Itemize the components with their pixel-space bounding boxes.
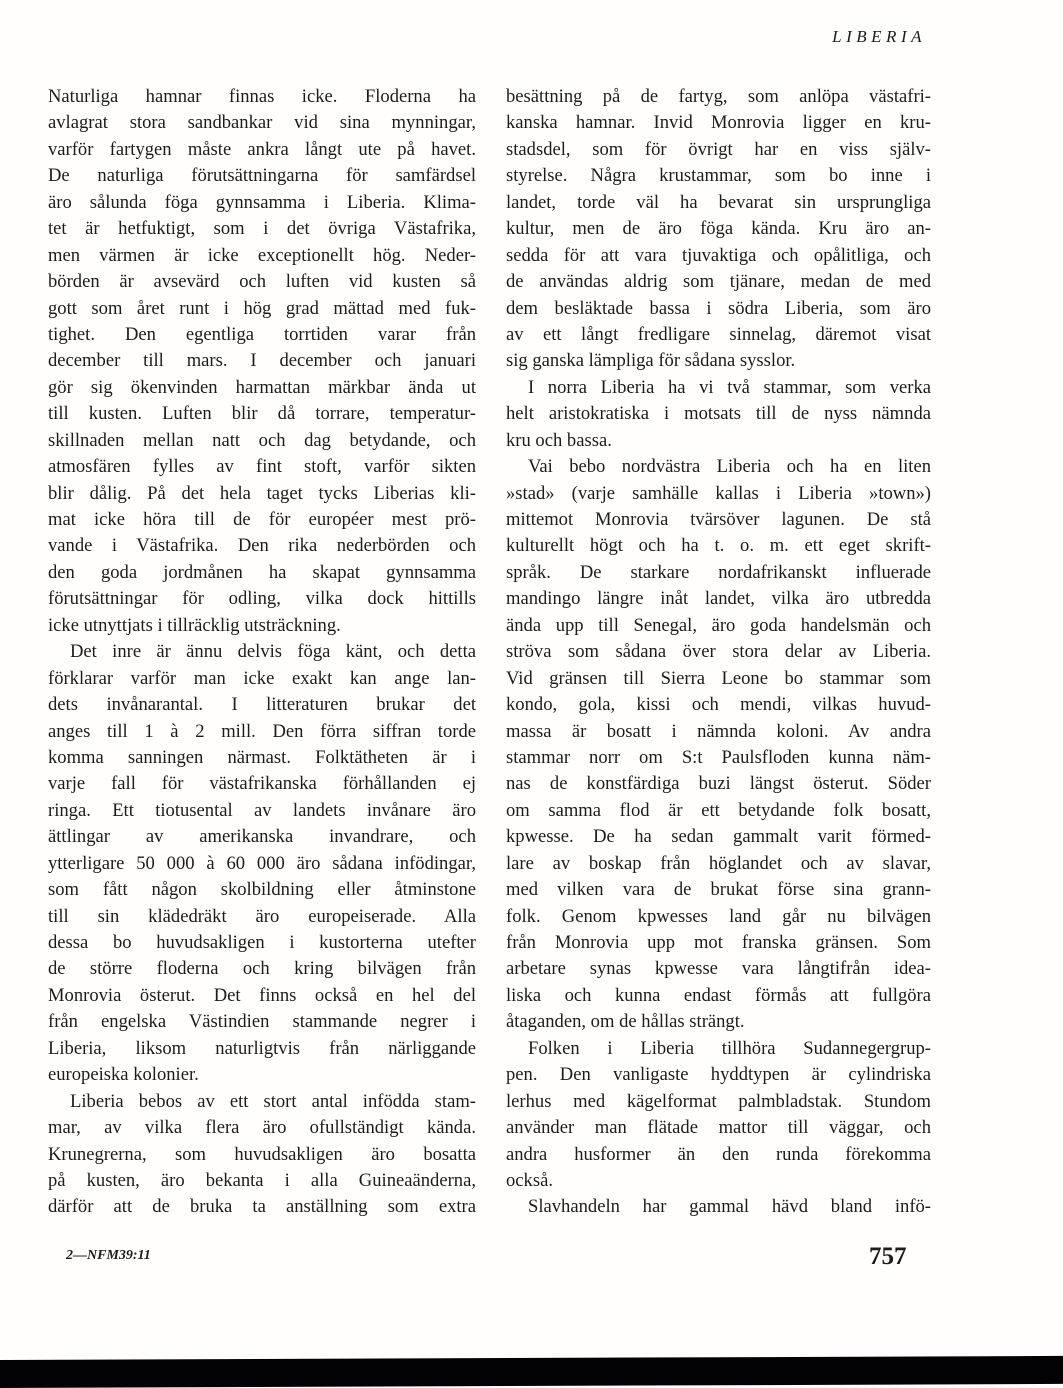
text-line: besättning på de fartyg, som anlöpa västafri-	[506, 86, 931, 107]
text-line: Vai bebo nordvästra Liberia och ha en liten	[528, 456, 931, 478]
text-line: ströva som sådana över stora delar av Liberia.	[506, 641, 931, 663]
right-text-column	[506, 84, 931, 1221]
text-line: skillnaden mellan natt och dag betydande, och	[48, 429, 476, 451]
text-line: kondo, gola, kissi och mendi, vilkas huvud-	[506, 694, 931, 716]
text-line: språk. De starkare nordafrikanskt influerade	[506, 561, 931, 583]
text-line: kru och bassa.	[506, 429, 612, 451]
text-line: I norra Liberia ha vi två stammar, som verka	[528, 376, 931, 398]
text-line: Vid gränsen till Sierra Leone bo stammar som	[506, 667, 931, 689]
text-line: på kusten, äro bekanta i alla Guineaänderna,	[48, 1169, 476, 1191]
text-line: åtaganden, om de hållas strängt.	[506, 1011, 745, 1033]
text-line: mandingo längre inåt landet, vilka äro utbredda	[506, 588, 931, 610]
text-line: avlagrat stora sandbankar vid sina mynningar,	[48, 112, 476, 134]
text-line: ända upp till Senegal, äro goda handelsmän och	[506, 614, 931, 636]
text-line: de större floderna och kring bilvägen från	[48, 958, 476, 980]
text-line: kpwesse. De ha sedan gammalt varit förmed-	[506, 826, 931, 848]
text-line: massa är bosatt i nämnda koloni. Av andra	[506, 720, 931, 742]
text-line: de användas aldrig som tjänare, medan de med	[506, 271, 931, 293]
text-line: andra husformer än den runda förekomma	[506, 1143, 931, 1165]
text-line: arbetare synas kpwesse vara långtifrån idea-	[506, 958, 931, 980]
text-line: lerhus med kägelformat palmbladstak. Stundom	[506, 1090, 931, 1112]
left-text-column	[48, 84, 476, 1221]
text-line: från engelska Västindien stammande negrer i	[48, 1011, 476, 1033]
text-line: börden är avsevärd och luften vid kusten så	[48, 271, 476, 293]
text-line: använder man flätade mattor till väggar, och	[506, 1117, 931, 1139]
text-line: som fått någon skolbildning eller åtminstone	[48, 879, 476, 901]
text-line: förklarar varför man icke exakt kan ange lan-	[48, 667, 476, 689]
text-line: Naturliga hamnar finnas icke. Floderna ha	[48, 86, 476, 107]
text-line: kanska hamnar. Invid Monrovia ligger en kru-	[506, 112, 931, 134]
printer-signature: 2—NFM39:11	[66, 1248, 151, 1263]
text-line: ättlingar av amerikanska invandrare, och	[48, 826, 476, 848]
text-line: dem besläktade bassa i södra Liberia, som äro	[506, 297, 931, 319]
text-line: De naturliga förutsättningarna för samfärdsel	[48, 165, 476, 187]
text-line: dets invånarantal. I litteraturen brukar det	[48, 694, 476, 716]
text-line: Det inre är ännu delvis föga känt, och detta	[70, 641, 476, 663]
text-line: folk. Genom kpwesses land går nu bilvägen	[506, 905, 931, 927]
text-line: tighet. Den egentliga torrtiden varar från	[48, 323, 476, 345]
text-line: gott som året runt i hög grad mättad med fuk-	[48, 297, 476, 319]
text-line: varje fall för västafrikanska förhållanden ej	[48, 773, 476, 795]
text-line: sig ganska lämpliga för sådana sysslor.	[506, 350, 796, 372]
text-line: Monrovia österut. Det finns också en hel del	[48, 984, 476, 1006]
text-line: Krunegrerna, som huvudsakligen äro bosatta	[48, 1143, 476, 1165]
page-number: 757	[869, 1243, 907, 1270]
text-line: Folken i Liberia tillhöra Sudannegergrup-	[528, 1037, 931, 1059]
text-line: landet, torde väl ha bevarat sin ursprungliga	[506, 191, 931, 213]
text-line: mittemot Monrovia tvärsöver lagunen. De stå	[506, 509, 931, 530]
text-line: men värmen är icke exceptionellt hög. Neder-	[48, 244, 476, 266]
text-line: helt aristokratiska i motsats till de nyss nämnda	[506, 403, 931, 425]
text-line: mat icke höra till de för européer mest prö-	[48, 509, 476, 530]
scan-edge-bar	[0, 1356, 1063, 1388]
text-line: till kusten. Luften blir då torrare, temperatur-	[48, 403, 476, 425]
text-line: ytterligare 50 000 à 60 000 äro sådana infödingar,	[48, 852, 476, 874]
text-line: med vilken vara de brukat förse sina grann-	[506, 879, 931, 901]
running-title: LIBERIA	[832, 27, 926, 46]
text-line: lare av boskap från höglandet och av slavar,	[506, 852, 931, 874]
text-line: »stad» (varje samhälle kallas i Liberia »town»)	[506, 482, 931, 504]
text-line: förutsättningar för odling, vilka dock hittills	[48, 588, 476, 610]
text-line: europeiska kolonier.	[48, 1064, 199, 1086]
text-line: liska och kunna endast förmås att fullgöra	[506, 984, 931, 1006]
text-line: också.	[506, 1169, 553, 1191]
text-line: varför fartygen måste ankra långt ute på havet.	[48, 138, 476, 160]
text-line: Slavhandeln har gammal hävd bland infö-	[528, 1196, 931, 1218]
text-line: mar, av vilka flera äro ofullständigt kända.	[48, 1117, 476, 1139]
text-line: komma sanningen närmast. Folktätheten är i	[48, 746, 476, 768]
text-line: till sin klädedräkt äro europeiserade. Alla	[48, 905, 476, 927]
text-line: den goda jordmånen ha skapat gynnsamma	[48, 561, 476, 583]
text-line: Liberia bebos av ett stort antal infödda stam-	[70, 1090, 476, 1112]
text-line: ringa. Ett tiotusental av landets invånare äro	[48, 799, 476, 821]
text-line: styrelse. Några krustammar, som bo inne i	[506, 165, 931, 187]
text-line: tet är hetfuktigt, som i det övriga Västafrika,	[48, 218, 476, 240]
text-line: av ett långt fredligare sinnelag, däremot visat	[506, 323, 931, 345]
text-line: kultur, men de äro föga kända. Kru äro an-	[506, 218, 931, 240]
text-line: anges till 1 à 2 mill. Den förra siffran torde	[48, 720, 476, 742]
text-line: nas de konstfärdiga buzi längst österut. Söder	[506, 773, 931, 795]
text-line: från Monrovia upp mot franska gränsen. Som	[506, 932, 931, 953]
text-line: stammar norr om S:t Paulsfloden kunna näm-	[506, 746, 931, 768]
text-line: stadsdel, som för övrigt har en viss själv-	[506, 138, 931, 160]
text-line: om samma flod är ett betydande folk bosatt,	[506, 799, 931, 821]
text-line: kulturellt högt och ha t. o. m. ett eget skrift-	[506, 535, 931, 557]
text-line: sedda för att vara tjuvaktiga och opålitliga, och	[506, 244, 931, 266]
text-line: pen. Den vanligaste hyddtypen är cylindriska	[506, 1064, 931, 1086]
text-line: vande i Västafrika. Den rika nederbörden och	[48, 535, 476, 557]
text-line: Liberia, liksom naturligtvis från närliggande	[48, 1037, 476, 1059]
text-line: därför att de bruka ta anställning som extra	[48, 1196, 476, 1218]
text-line: dessa bo huvudsakligen i kustorterna utefter	[48, 932, 476, 953]
text-line: äro sålunda föga gynnsamma i Liberia. Klima-	[48, 191, 476, 213]
text-line: icke utnyttjats i tillräcklig utsträckning.	[48, 614, 341, 636]
text-line: december till mars. I december och januari	[48, 350, 476, 372]
text-line: atmosfären fylles av fint stoft, varför sikten	[48, 456, 476, 478]
text-line: gör sig ökenvinden harmattan märkbar ända ut	[48, 376, 476, 398]
text-line: blir dålig. På det hela taget tycks Liberias kli-	[48, 482, 476, 504]
